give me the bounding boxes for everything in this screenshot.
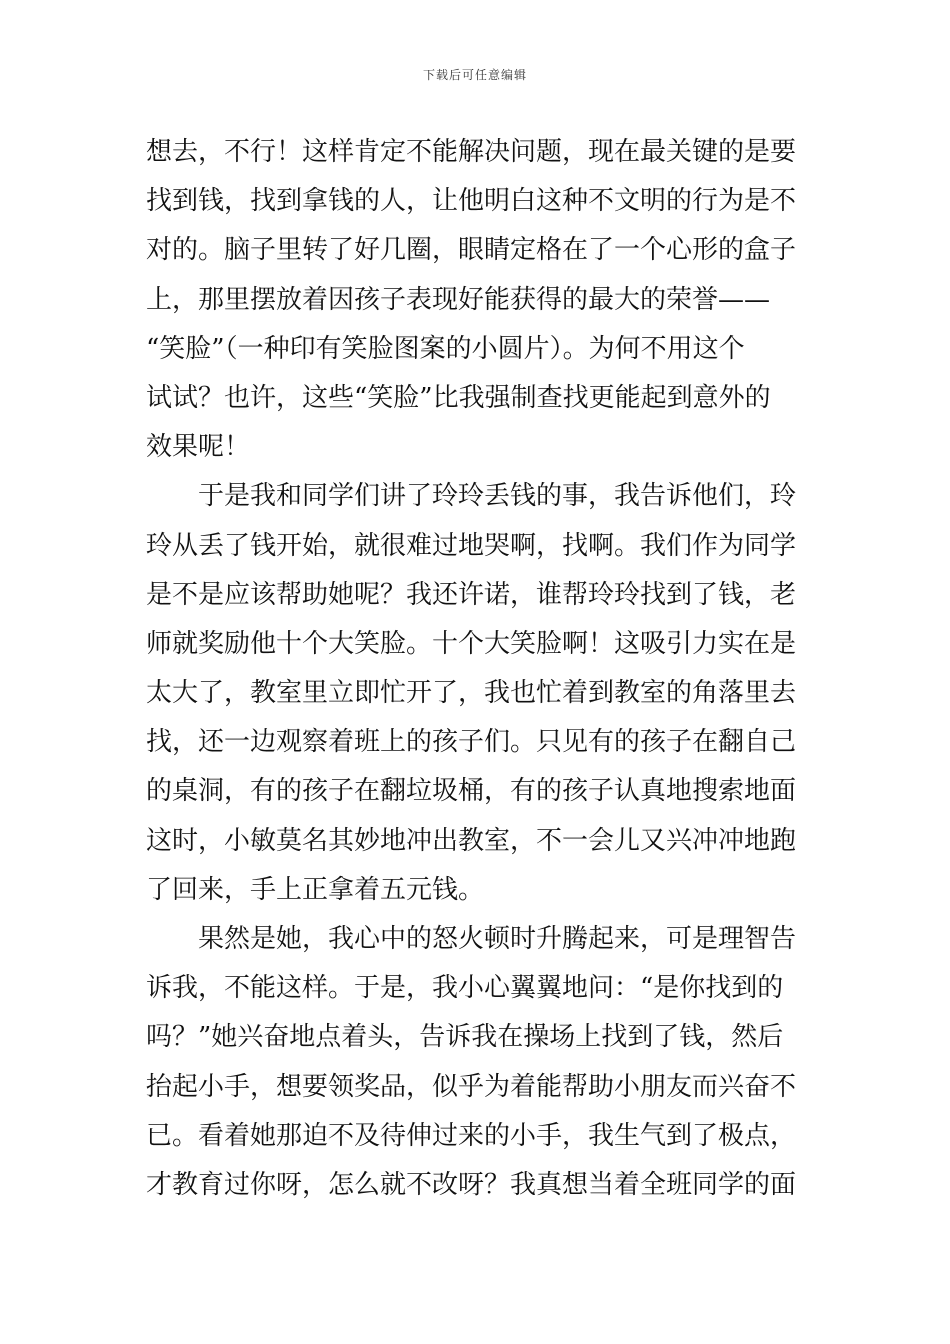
text-line: 找，还一边观察着班上的孩子们。只见有的孩子在翻自己 bbox=[146, 727, 797, 758]
text-line: 抬起小手，想要领奖品，似乎为着能帮助小朋友而兴奋不 bbox=[146, 1071, 797, 1102]
text-line: 才教育过你呀，怎么就不改呀？我真想当着全班同学的面 bbox=[146, 1169, 797, 1200]
text-line: 上，那里摆放着因孩子表现好能获得的最大的荣誉—— bbox=[146, 284, 771, 315]
text-line: 吗？”她兴奋地点着头，告诉我在操场上找到了钱，然后 bbox=[146, 1022, 784, 1053]
text-line: 是不是应该帮助她呢？我还许诺，谁帮玲玲找到了钱，老 bbox=[146, 579, 797, 610]
text-line: 对的。脑子里转了好几圈，眼睛定格在了一个心形的盒子 bbox=[146, 235, 797, 266]
text-line: 太大了，教室里立即忙开了，我也忙着到教室的角落里去 bbox=[146, 678, 797, 709]
text-line: 诉我，不能这样。于是，我小心翼翼地问：“是你找到的 bbox=[146, 973, 784, 1004]
text-line: 想去，不行！这样肯定不能解决问题，现在最关键的是要 bbox=[146, 137, 797, 167]
text-line: 效果呢！ bbox=[146, 432, 251, 463]
text-line: 这时，小敏莫名其妙地冲出教室，不一会儿又兴冲冲地跑 bbox=[146, 825, 797, 856]
text-line: 的桌洞，有的孩子在翻垃圾桶，有的孩子认真地搜索地面 bbox=[146, 776, 797, 807]
text-line: “笑脸”（一种印有笑脸图案的小圆片）。为何不用这个 bbox=[146, 333, 745, 364]
page-header: 下载后可任意编辑 bbox=[422, 68, 527, 82]
body-text bbox=[146, 128, 806, 1210]
text-line: 师就奖励他十个大笑脸。十个大笑脸啊！这吸引力实在是 bbox=[146, 628, 797, 659]
text-line: 已。看着她那迫不及待伸过来的小手，我生气到了极点， bbox=[146, 1120, 797, 1151]
text-line: 试试？也许，这些“笑脸”比我强制查找更能起到意外的 bbox=[146, 382, 771, 413]
text-line: 玲从丢了钱开始，就很难过地哭啊，找啊。我们作为同学 bbox=[146, 530, 797, 561]
text-line: 于是我和同学们讲了玲玲丢钱的事，我告诉他们，玲 bbox=[198, 481, 797, 512]
text-line: 找到钱，找到拿钱的人，让他明白这种不文明的行为是不 bbox=[146, 186, 797, 217]
text-line: 了回来，手上正拿着五元钱。 bbox=[146, 874, 485, 905]
text-line: 果然是她，我心中的怒火顿时升腾起来，可是理智告 bbox=[198, 924, 797, 954]
